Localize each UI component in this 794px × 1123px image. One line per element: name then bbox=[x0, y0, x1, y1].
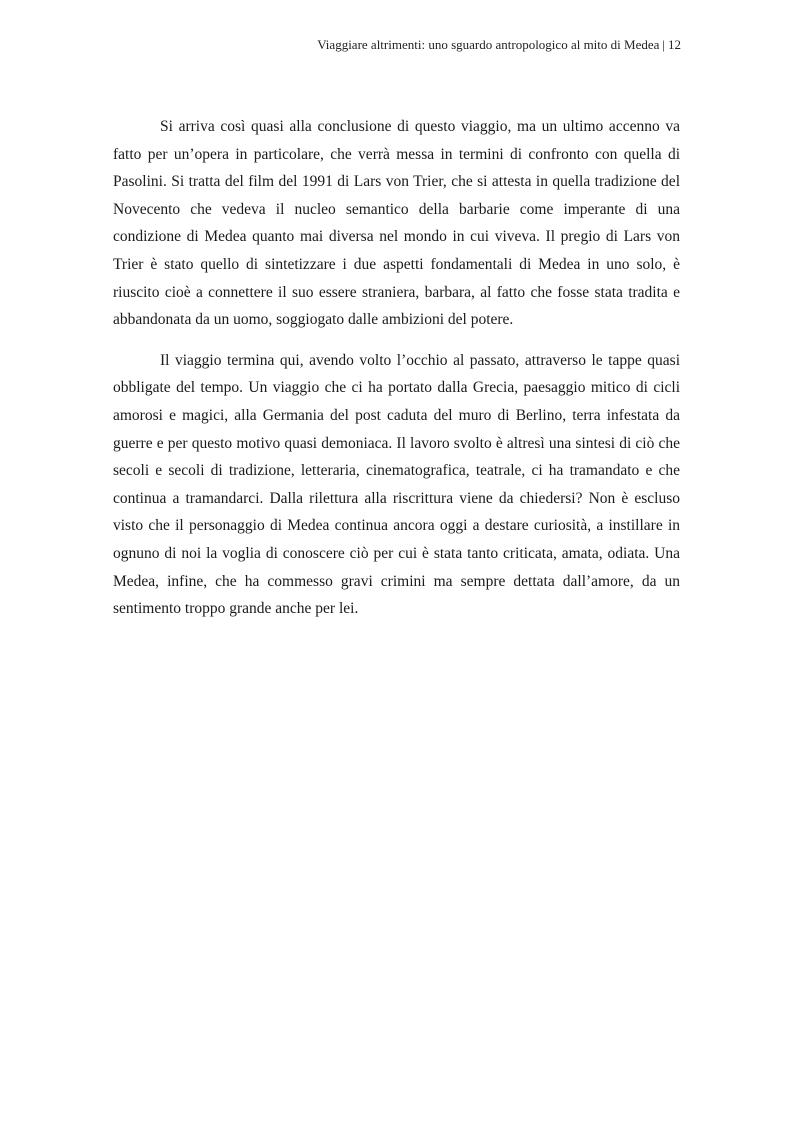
paragraph-2: Il viaggio termina qui, avendo volto l’occhio al passato, attraverso le tappe quasi obbligate del tempo. Un viaggio che ci ha portato dalla Grecia, paesaggio mitico di cicli amorosi e magici, alla Germania del post caduta del muro di Berlino, terra infestata da guerre e per questo motivo quasi demoniaca. Il lavoro svolto è altresì una sintesi di ciò che secoli e secoli di tradizione, letteraria, cinematografica, teatrale, ci ha tramandato e che continua a tramandarci. Dalla rilettura alla riscrittura viene da chiedersi? Non è escluso visto che il personaggio di Medea continua ancora oggi a destare curiosità, a instillare in ognuno di noi la voglia di conoscere ciò per cui è stata tanto criticata, amata, odiata. Una Medea, infine, che ha commesso gravi crimini ma sempre dettata dall’amore, da un sentimento troppo grande anche per lei. bbox=[113, 351, 680, 618]
running-header bbox=[317, 37, 681, 53]
paragraph-1: Si arriva così quasi alla conclusione di questo viaggio, ma un ultimo accenno va fatto per un’opera in particolare, che verrà messa in termini di confronto con quella di Pasolini. Si tratta del film del 1991 di Lars von Trier, che si attesta in quella tradizione del Novecento che vedeva il nucleo semantico della barbarie come imperante di una condizione di Medea quanto mai diversa nel mondo in cui viveva. Il pregio di Lars von Trier è stato quello di sintetizzare i due aspetti fondamentali di Medea in uno solo, è riuscito cioè a connettere il suo essere straniera, barbara, al fatto che fosse stata tradita e abbandonata da un uomo, soggiogato dalle ambizioni del potere. bbox=[113, 118, 680, 329]
header-separator: | bbox=[662, 37, 665, 52]
page-number: 12 bbox=[668, 37, 681, 52]
body-text bbox=[113, 113, 680, 623]
running-title: Viaggiare altrimenti: uno sguardo antropologico al mito di Medea bbox=[317, 37, 660, 52]
